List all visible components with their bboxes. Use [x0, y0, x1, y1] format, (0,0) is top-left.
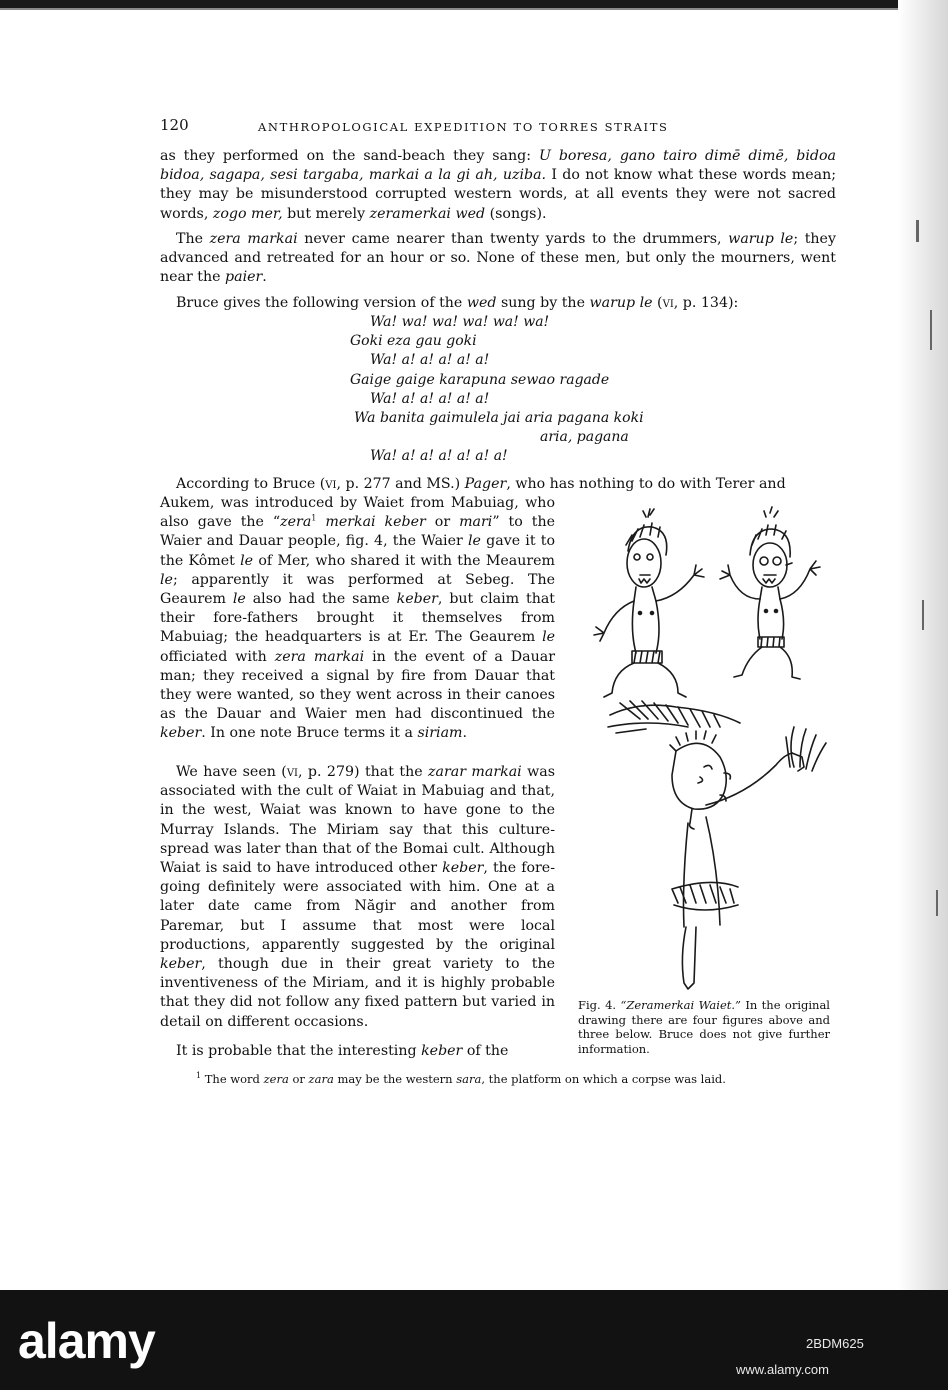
paragraph-2: The zera markai never came nearer than twenty yards to the drummers, warup le; they advanced and retreated for an hour or so. None of these men, but only the mourners, went near the paier. — [160, 231, 836, 286]
running-title: ANTHROPOLOGICAL EXPEDITION TO TORRES STRAITS — [258, 120, 669, 134]
song-verse — [300, 313, 720, 467]
page-binding-edge — [898, 0, 948, 1290]
footnote: $^1$ The word zera or zara may be the western sara, the platform on which a corpse was laid. — [196, 1071, 726, 1086]
verse-line: Wa! a! a! a! a! a! a! — [370, 448, 508, 465]
dancer-figure-right — [720, 507, 820, 679]
paragraph-1: as they performed on the sand-beach they sang: U boresa, gano tairo dimē dimē, bidoa bidoa, sagapa, sesi targaba, markai a la gi ah, uziba. I do not know what these words mean; they may be misunderstood corrupted western words, at all events they were not sacred words, zogo mer, but merely zeramerkai wed (songs). — [160, 148, 837, 222]
dancer-figure-left — [594, 509, 704, 697]
paragraph-5: We have seen (vi, p. 279) that the zarar markai was associated with the cult of Waiat in Mabuiag and that, in the west, Waiat was known to have gone to the Murray Islands. The Miriam say that this culture-spread was later than that of the Bomai cult. Although Waiat is said to have introduced other keber, the fore-going definitely were associated with him. One at a later date came from Năgir and another from Paremar, but I assume that most were local productions, apparently suggested by the original keber, though due in their great variety to the inventiveness of the Miriam, and it is highly probable that they did not follow any fixed pattern but varied in detail on different occasions. — [160, 764, 556, 1030]
scan-top-edge — [0, 0, 948, 8]
edge-speck — [936, 890, 938, 916]
page-number: 120 — [160, 116, 189, 134]
stock-logo: alamy — [18, 1313, 155, 1369]
edge-speck — [916, 220, 919, 242]
paragraph-4: Aukem, was introduced by Waiet from Mabuiag, who also gave the “zera$^1$ merkai keber or mari” to the Waier and Dauar people, fig. 4, the Waier le gave it to the Kômet le of Mer, who shared it with the Meaurem le; apparently it was performed at Sebeg. The Geaurem le also had the same keber, but claim that their fore-fathers brought it themselves from Mabuiag; the headquarters is at Er. The Geaurem le officiated with zera markai in the event of a Dauar man; they received a signal by fire from Dauar that they were wanted, so they went across in their canoes as the Dauar and Waier men had discontinued the keber. In one note Bruce terms it a siriam. — [160, 495, 556, 742]
edge-speck — [922, 600, 924, 630]
edge-speck — [930, 310, 932, 350]
dancer-figure-large — [608, 701, 826, 989]
paragraph-3: Bruce gives the following version of the wed sung by the warup le (vi, p. 134): — [176, 295, 739, 311]
verse-line: aria, pagana — [540, 429, 629, 446]
stock-image-id: 2BDM625 — [806, 1336, 864, 1351]
figure-4-drawing — [580, 505, 850, 995]
verse-line: Wa! a! a! a! a! a! — [370, 352, 490, 369]
verse-line: Wa banita gaimulela jai aria pagana koki — [354, 410, 644, 427]
stock-url: www.alamy.com — [736, 1362, 829, 1377]
verse-line: Gaige gaige karapuna sewao ragade — [350, 371, 610, 388]
footnote-mark: 1 — [311, 513, 317, 523]
paragraph-4-first-line: According to Bruce (vi, p. 277 and MS.) Pager, who has nothing to do with Terer and — [176, 476, 786, 492]
scan-top-edge-shadow — [0, 8, 948, 10]
figure-4-caption: Fig. 4. “Zeramerkai Waiet.” In the original drawing there are four figures above and three below. Bruce does not give further information. — [578, 998, 830, 1056]
verse-line: Wa! wa! wa! wa! wa! wa! — [370, 314, 550, 330]
paragraph-6: It is probable that the interesting keber of the — [176, 1043, 509, 1059]
verse-line: Goki eza gau goki — [350, 333, 477, 350]
verse-line: Wa! a! a! a! a! a! — [370, 390, 490, 407]
